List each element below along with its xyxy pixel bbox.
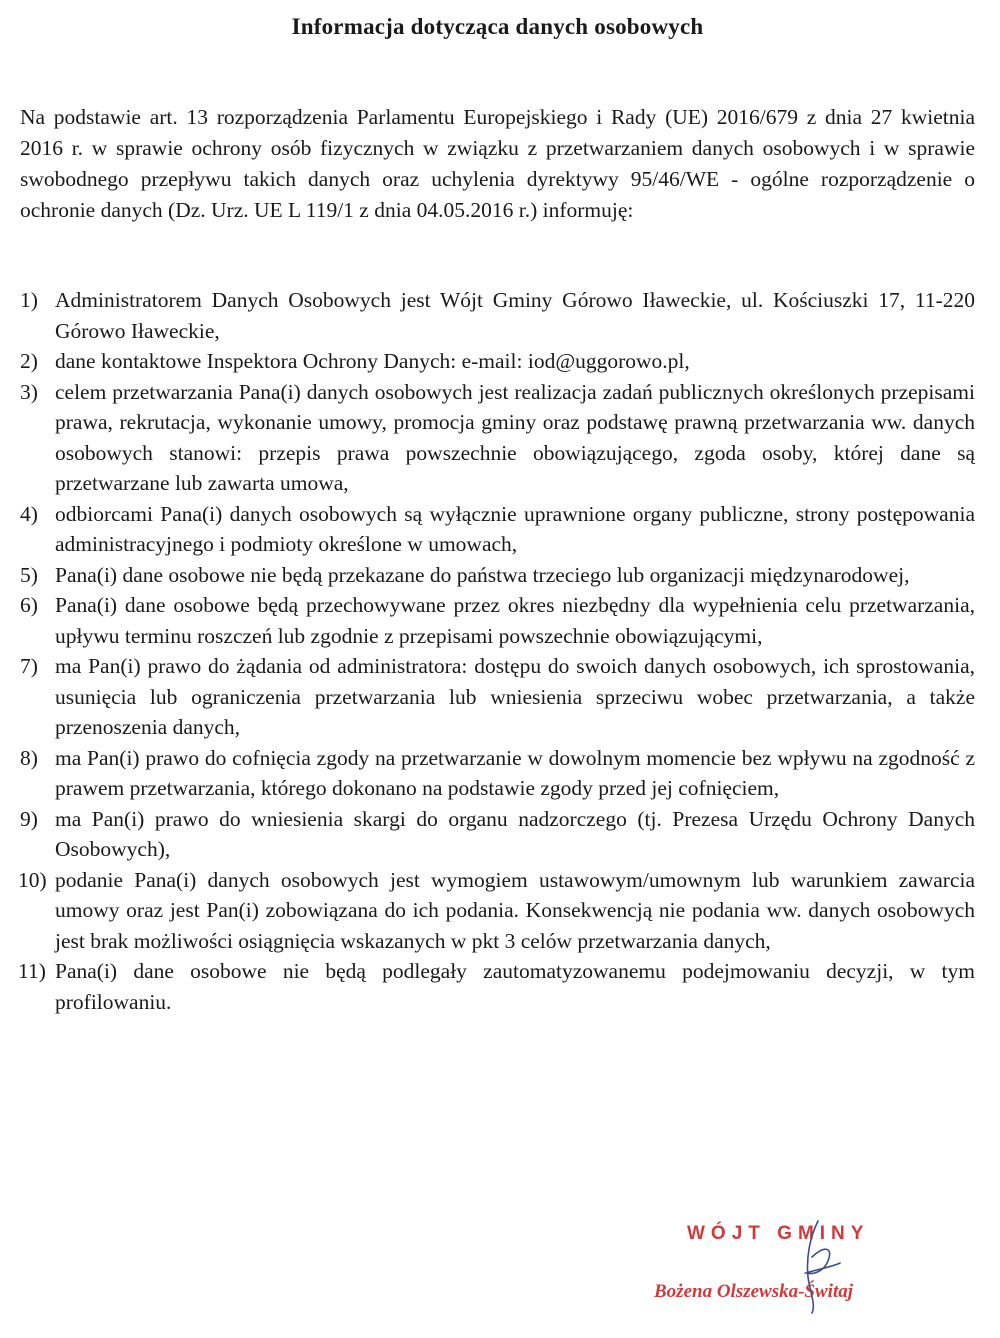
list-item <box>20 346 975 377</box>
list-item <box>20 285 975 346</box>
list-item-number: 8) <box>20 745 38 770</box>
list-item-text: dane kontaktowe Inspektora Ochrony Danych: e-mail: iod@uggorowo.pl, <box>55 349 690 373</box>
list-item <box>20 590 975 651</box>
list-item-text: Pana(i) dane osobowe będą przechowywane przez okres niezbędny dla wypełnienia celu przetwarzania, upływu terminu roszczeń lub zgodnie z przepisami powszechnie obowiązującymi, <box>55 593 975 648</box>
intro-paragraph: Na podstawie art. 13 rozporządzenia Parlamentu Europejskiego i Rady (UE) 2016/679 z dnia 27 kwietnia 2016 r. w sprawie ochrony osób fizycznych w związku z przetwarzaniem danych osobowych i w sprawie swobodnego przepływu takich danych oraz uchylenia dyrektywy 95/46/WE - ogólne rozporządzenie o ochronie danych (Dz. Urz. UE L 119/1 z dnia 04.05.2016 r.) informuję: <box>20 105 975 222</box>
list-item <box>20 560 975 591</box>
list-item-number: 6) <box>20 593 38 617</box>
list-item-text: ma Pan(i) prawo do cofnięcia zgody na przetwarzanie w dowolnym momencie bez wpływu na zgodność z prawem przetwarzania, którego dokonano na podstawie zgody przed jej cofnięciem, <box>55 745 975 800</box>
list-item <box>20 804 975 865</box>
stamp-name: Bożena Olszewska-Świtaj <box>654 1281 854 1302</box>
list-item-number: 3) <box>20 379 38 404</box>
list-item <box>20 377 975 499</box>
list-item-number: 1) <box>20 288 38 312</box>
handwritten-signature-icon <box>788 1217 848 1315</box>
list-item <box>20 865 975 957</box>
list-item-number: 5) <box>20 562 38 587</box>
list-item-text: podanie Pana(i) danych osobowych jest wymogiem ustawowym/umownym lub warunkiem zawarcia umowy oraz jest Pan(i) zobowiązana do ich podania. Konsekwencją nie podania ww. danych osobowych jest brak możliwości osiągnięcia wskazanych w pkt 3 celów przetwarzania danych, <box>55 867 975 953</box>
information-list <box>20 285 975 1017</box>
list-item-text: Administratorem Danych Osobowych jest Wójt Gminy Górowo Iławeckie, ul. Kościuszki 17, 11-220 Górowo Iławeckie, <box>55 288 975 343</box>
list-item-text: Pana(i) dane osobowe nie będą podlegały zautomatyzowanemu podejmowaniu decyzji, w tym profilowaniu. <box>55 959 975 1014</box>
document-title: Informacja dotycząca danych osobowych <box>291 14 704 39</box>
list-item-text: Pana(i) dane osobowe nie będą przekazane do państwa trzeciego lub organizacji międzynarodowej, <box>55 562 910 587</box>
stamp-title: WÓJT GMINY <box>687 1223 870 1244</box>
list-item-number: 2) <box>20 349 38 373</box>
list-item-text: odbiorcami Pana(i) danych osobowych są wyłącznie uprawnione organy publiczne, strony postępowania administracyjnego i podmioty określone w umowach, <box>55 501 975 556</box>
list-item <box>20 651 975 743</box>
list-item <box>20 956 975 1017</box>
list-item <box>20 499 975 560</box>
list-item-number: 4) <box>20 501 38 526</box>
list-item-number: 7) <box>20 654 38 678</box>
list-item-text: ma Pan(i) prawo do żądania od administratora: dostępu do swoich danych osobowych, ich sprostowania, usunięcia lub ograniczenia przetwarzania lub wniesienia sprzeciwu wobec przetwarzania, a także przenoszenia danych, <box>55 654 975 739</box>
list-item-number: 10) <box>18 867 47 892</box>
official-stamp <box>640 1215 940 1315</box>
list-item-number: 9) <box>20 806 38 831</box>
list-item <box>20 743 975 804</box>
list-item-text: celem przetwarzania Pana(i) danych osobowych jest realizacja zadań publicznych określonych przepisami prawa, rekrutacja, wykonanie umowy, promocja gminy oraz podstawę prawną przetwarzania ww. danych osobowych stanowi: przepis prawa powszechnie obowiązującego, zgoda osoby, której dane są przetwarzane lub zawarta umowa, <box>55 379 975 495</box>
list-item-text: ma Pan(i) prawo do wniesienia skargi do organu nadzorczego (tj. Prezesa Urzędu Ochrony Danych Osobowych), <box>55 806 975 861</box>
list-item-number: 11) <box>18 959 46 983</box>
